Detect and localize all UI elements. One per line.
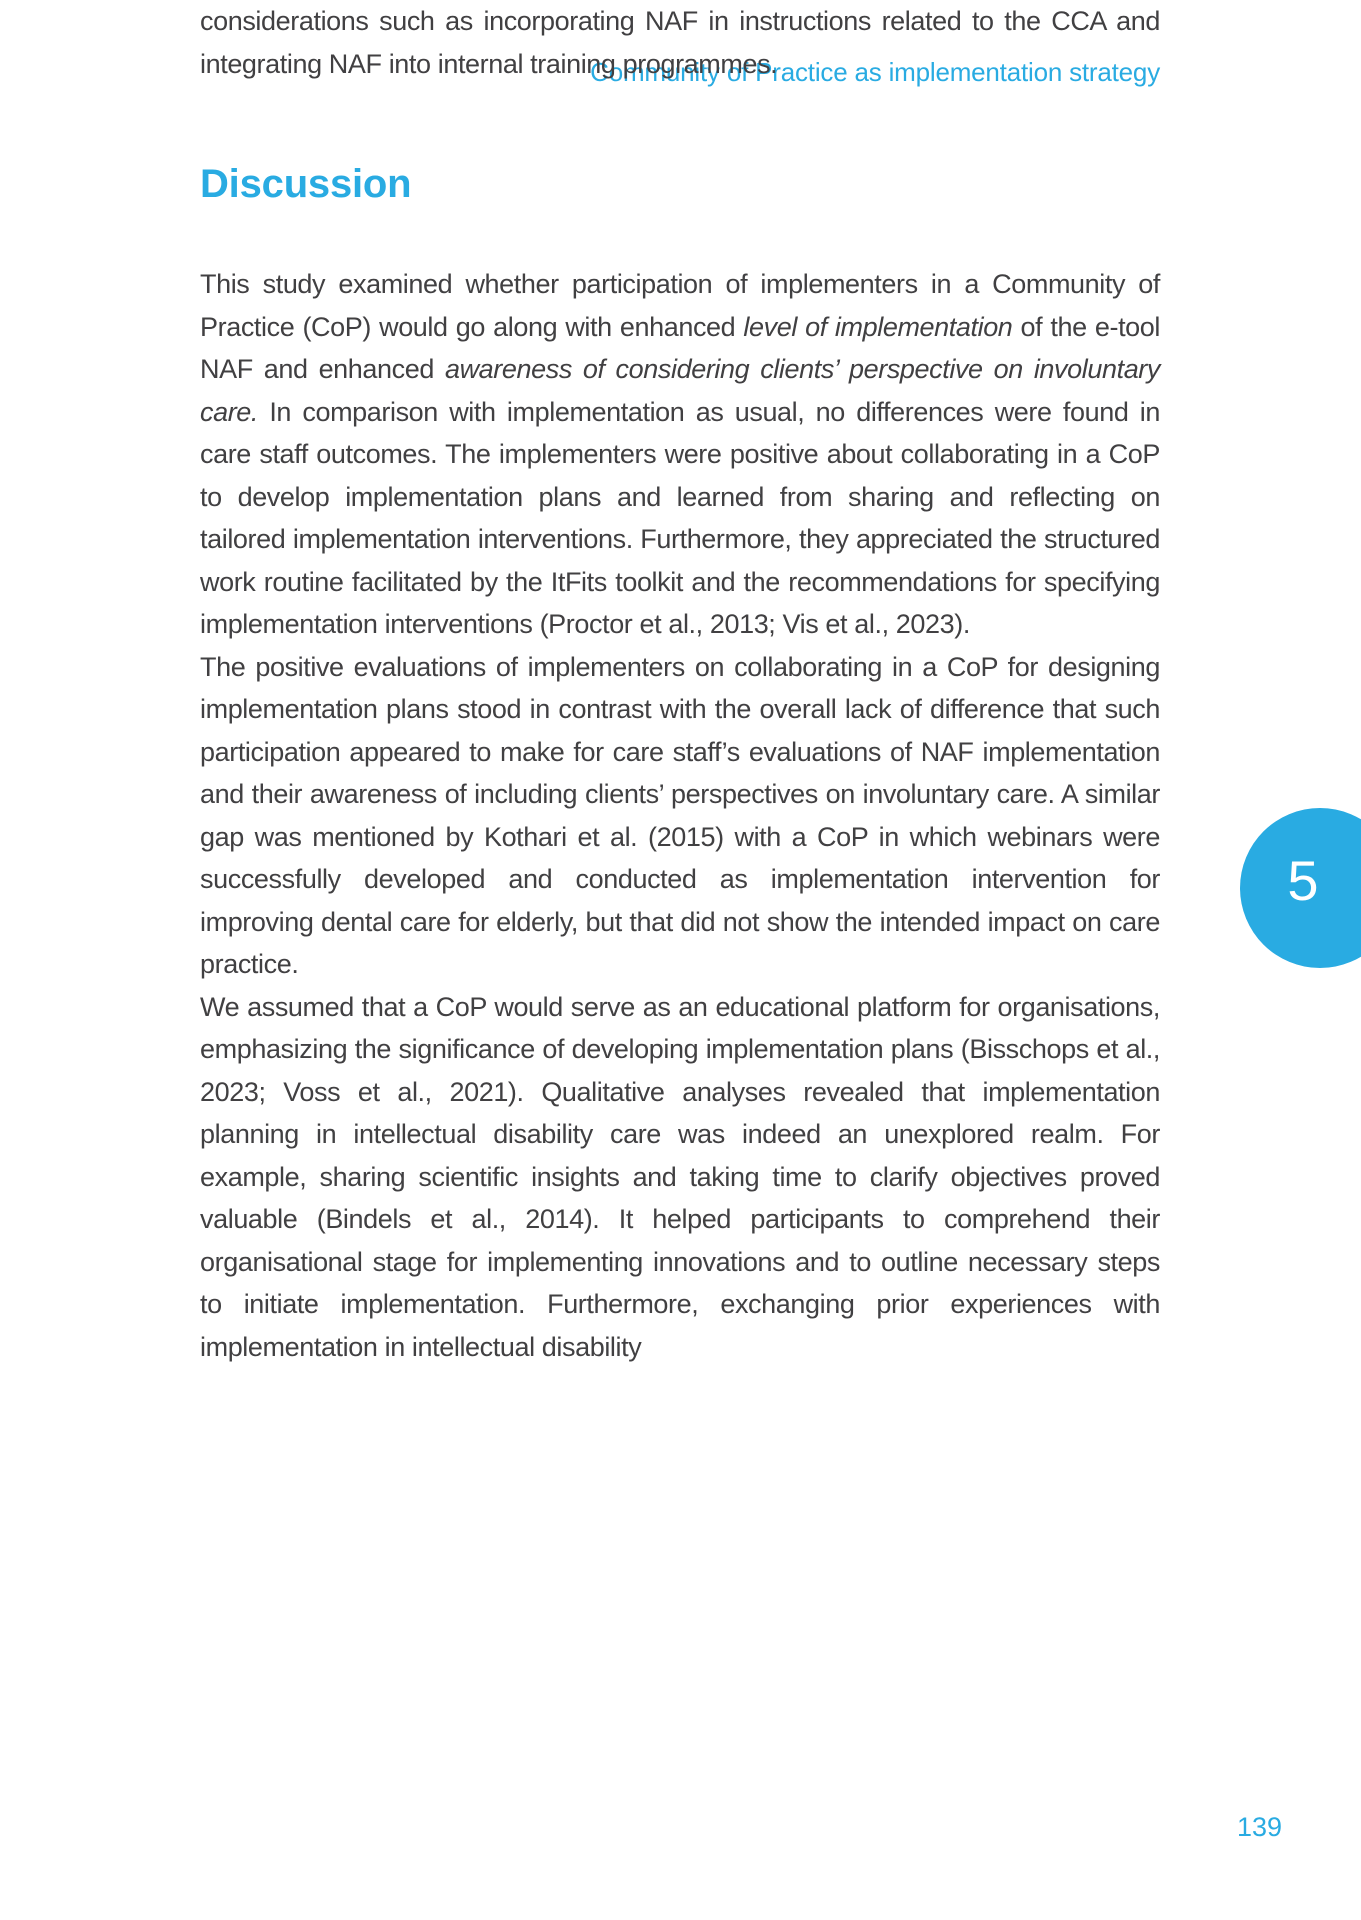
section-heading: Discussion xyxy=(200,162,412,206)
body-paragraph: We assumed that a CoP would serve as an educational platform for organisations, emphasizing the significance of developing implementation plans (Bisschops et al., 2023; Voss et al., 2021). Qualitative analyses revealed that implementation planning in intellectual disability care was indeed an unexplored realm. For example, sharing scientific insights and taking time to clarify objectives proved valuable (Bindels et al., 2014). It helped participants to comprehend their organisational stage for implementing innovations and to outline necessary steps to initiate implementation. Furthermore, exchanging prior experiences with implementation in intellectual disability xyxy=(200,991,1160,1362)
page-number: 139 xyxy=(1236,1812,1282,1842)
chapter-tab-circle xyxy=(1240,808,1361,968)
body-paragraph: The positive evaluations of implementers on collaborating in a CoP for designing implementation plans stood in contrast with the overall lack of difference that such participation appeared to make for care staff’s evaluations of NAF implementation and their awareness of including clients’ perspectives on involuntary care. A similar gap was mentioned by Kothari et al. (2015) with a CoP in which webinars were successfully developed and conducted as implementation intervention for improving dental care for elderly, but that did not show the intended impact on care practice. xyxy=(200,651,1160,979)
intro-paragraph: considerations such as incorporating NAF in instructions related to the CCA and integrating NAF into internal training programmes. xyxy=(200,6,1160,79)
body-paragraph: This study examined whether participation of implementers in a Community of Practice (CoP) would go along with enhanced level of implementation of the e-tool NAF and enhanced awareness of considering clients’ perspective on involuntary care. In comparison with implementation as usual, no differences were found in care staff outcomes. The implementers were positive about collaborating in a CoP to develop implementation plans and learned from sharing and reflecting on tailored implementation interventions. Furthermore, they appreciated the structured work routine facilitated by the ItFits toolkit and the recommendations for specifying implementation interventions (Proctor et al., 2013; Vis et al., 2023). xyxy=(200,269,1160,639)
running-header: Community of Practice as implementation strategy xyxy=(590,57,1160,87)
chapter-number: 5 xyxy=(1287,849,1319,912)
page-content xyxy=(200,0,1160,1368)
